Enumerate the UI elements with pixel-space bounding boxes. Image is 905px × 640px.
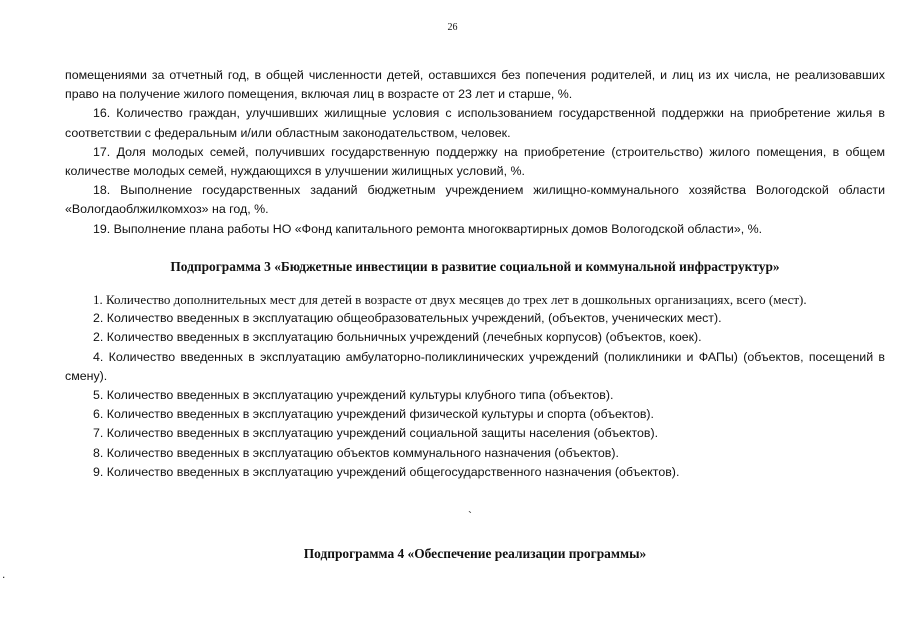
intro-section	[65, 66, 885, 239]
subprogram-4-heading: Подпрограмма 4 «Обеспечение реализации программы»	[303, 546, 647, 561]
list-item: 7. Количество введенных в эксплуатацию учреждений социальной защиты населения (объектов).	[93, 426, 659, 441]
stray-dot-mark: .	[2, 567, 6, 581]
paragraph-continuation: помещениями за отчетный год, в общей численности детей, оставшихся без попечения родителей, и лиц из их числа, не реализовавших право на получение жилого помещения, включая лиц в возрасте от 23 лет и старше, %.	[65, 68, 885, 102]
list-item: 8. Количество введенных в эксплуатацию объектов коммунального назначения (объектов).	[93, 445, 619, 460]
list-item: 5. Количество введенных в эксплуатацию учреждений культуры клубного типа (объектов).	[93, 388, 614, 403]
list-item: 18. Выполнение государственных заданий бюджетным учреждением жилищно-коммунального хозяйства Вологодской области «Вологдаоблжилкомхоз» на год, %.	[65, 183, 885, 217]
list-item: 16. Количество граждан, улучшивших жилищные условия с использованием государственной поддержки на приобретение жилья в соответствии с федеральным и/или областным законодательством, человек.	[65, 106, 885, 140]
list-item: 2. Количество введенных в эксплуатацию общеобразовательных учреждений, (объектов, ученических мест).	[93, 311, 722, 326]
list-item: 1. Количество дополнительных мест для детей в возрасте от двух месяцев до трех лет в дошкольных организациях, всего (мест).	[93, 292, 807, 307]
subprogram-3-section	[65, 290, 885, 482]
list-item: 9. Количество введенных в эксплуатацию учреждений общегосударственного назначения (объектов).	[93, 464, 680, 479]
page-number: 26	[447, 22, 458, 33]
stray-tick-mark: `	[468, 509, 472, 523]
subprogram-3-heading: Подпрограмма 3 «Бюджетные инвестиции в развитие социальной и коммунальной инфраструктур»	[170, 259, 780, 274]
list-item: 17. Доля молодых семей, получивших государственную поддержку на приобретение (строительство) жилого помещения, в общем количестве молодых семей, нуждающихся в улучшении жилищных условий, %.	[65, 144, 885, 179]
list-item: 2. Количество введенных в эксплуатацию больничных учреждений (лечебных корпусов) (объектов, коек).	[93, 330, 702, 345]
list-item: 6. Количество введенных в эксплуатацию учреждений физической культуры и спорта (объектов).	[93, 407, 654, 422]
list-item: 19. Выполнение плана работы НО «Фонд капитального ремонта многоквартирных домов Вологодской области», %.	[93, 221, 763, 236]
list-item: 4. Количество введенных в эксплуатацию амбулаторно-поликлинических учреждений (поликлиники и ФАПы) (объектов, посещений в смену).	[65, 349, 885, 383]
